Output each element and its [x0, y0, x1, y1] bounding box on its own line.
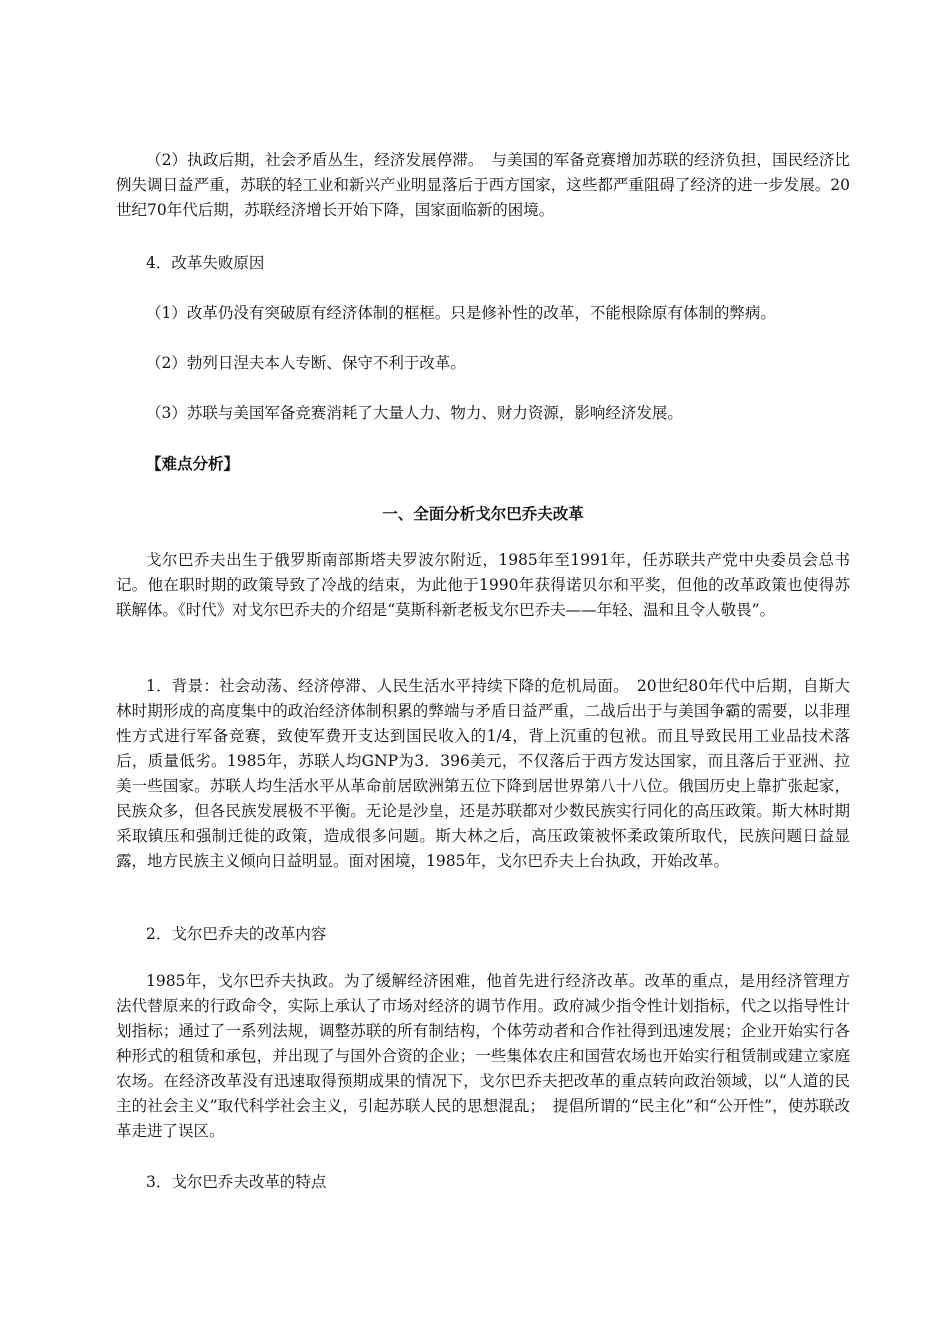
paragraph-late-governance: （2）执政后期，社会矛盾丛生，经济发展停滞。 与美国的军备竞赛增加苏联的经济负担，国民经济比例失调日益严重，苏联的轻工业和新兴产业明显落后于西方国家，这些都严重阻碍了经济的进一步发展。20世纪70年代后期，苏联经济增长开始下降，国家面临新的困境。 — [116, 151, 850, 219]
reason-item-1: （1）改革仍没有突破原有经济体制的框框。只是修补性的改革，不能根除原有体制的弊病。 — [146, 304, 776, 322]
paragraph-reform-content: 1985年，戈尔巴乔夫执政。为了缓解经济困难，他首先进行经济改革。改革的重点，是用经济管理方法代替原来的行政命令，实际上承认了市场对经济的调节作用。政府减少指令性计划指标，代之以指导性计划指标；通过了一系列法规，调整苏联的所有制结构，个体劳动者和合作社得到迅速发展；企业开始实行各种形式的租赁和承包，并出现了与国外合资的企业；一些集体农庄和国营农场也开始实行租赁制或建立家庭农场。在经济改革没有迅速取得预期成果的情况下，戈尔巴乔夫把改革的重点转向政治领域，以“人道的民主的社会主义”取代科学社会主义，引起苏联人民的思想混乱； 提倡所谓的“民主化”和“公开性”，使苏联改革走进了误区。 — [116, 972, 850, 1140]
reason-item-2: （2）勃列日涅夫本人专断、保守不利于改革。 — [146, 354, 466, 372]
reason-item-3: （3）苏联与美国军备竞赛消耗了大量人力、物力、财力资源，影响经济发展。 — [146, 404, 683, 422]
paragraph-background: 1．背景：社会动荡、经济停滞、人民生活水平持续下降的危机局面。 20世纪80年代中后期，自斯大林时期形成的高度集中的政治经济体制积累的弊端与矛盾日益严重，二战后出于与美国争霸的需要，以非理性方式进行军备竞赛，致使军费开支达到国民收入的1/4，背上沉重的包袱。而且导致民用工业品技术落后，质量低劣。1985年，苏联人均GNP为3．396美元，不仅落后于西方发达国家，而且落后于亚洲、拉美一些国家。苏联人均生活水平从革命前居欧洲第五位下降到居世界第八十八位。俄国历史上靠扩张起家，民族众多，但各民族发展极不平衡。无论是沙皇，还是苏联都对少数民族实行同化的高压政策。斯大林时期采取镇压和强制迁徙的政策，造成很多问题。斯大林之后，高压政策被怀柔政策所取代，民族问题日益显露，地方民族主义倾向日益明显。面对困境，1985年，戈尔巴乔夫上台执政，开始改革。 — [116, 677, 850, 870]
heading-reform-content: 2．戈尔巴乔夫的改革内容 — [146, 925, 327, 943]
heading-reform-failure-reasons: 4．改革失败原因 — [146, 254, 265, 272]
heading-reform-features: 3．戈尔巴乔夫改革的特点 — [146, 1173, 327, 1191]
paragraph-gorbachev-intro: 戈尔巴乔夫出生于俄罗斯南部斯塔夫罗波尔附近，1985年至1991年，任苏联共产党中央委员会总书记。他在职时期的政策导致了冷战的结束，为此他于1990年获得诺贝尔和平奖，但他的改革政策也使得苏联解体。《时代》对戈尔巴乔夫的介绍是“莫斯科新老板戈尔巴乔夫——年轻、温和且令人敬畏”。 — [116, 551, 850, 619]
difficulty-analysis-label: 【难点分析】 — [146, 454, 240, 473]
section-title: 一、全面分析戈尔巴乔夫改革 — [382, 504, 584, 523]
